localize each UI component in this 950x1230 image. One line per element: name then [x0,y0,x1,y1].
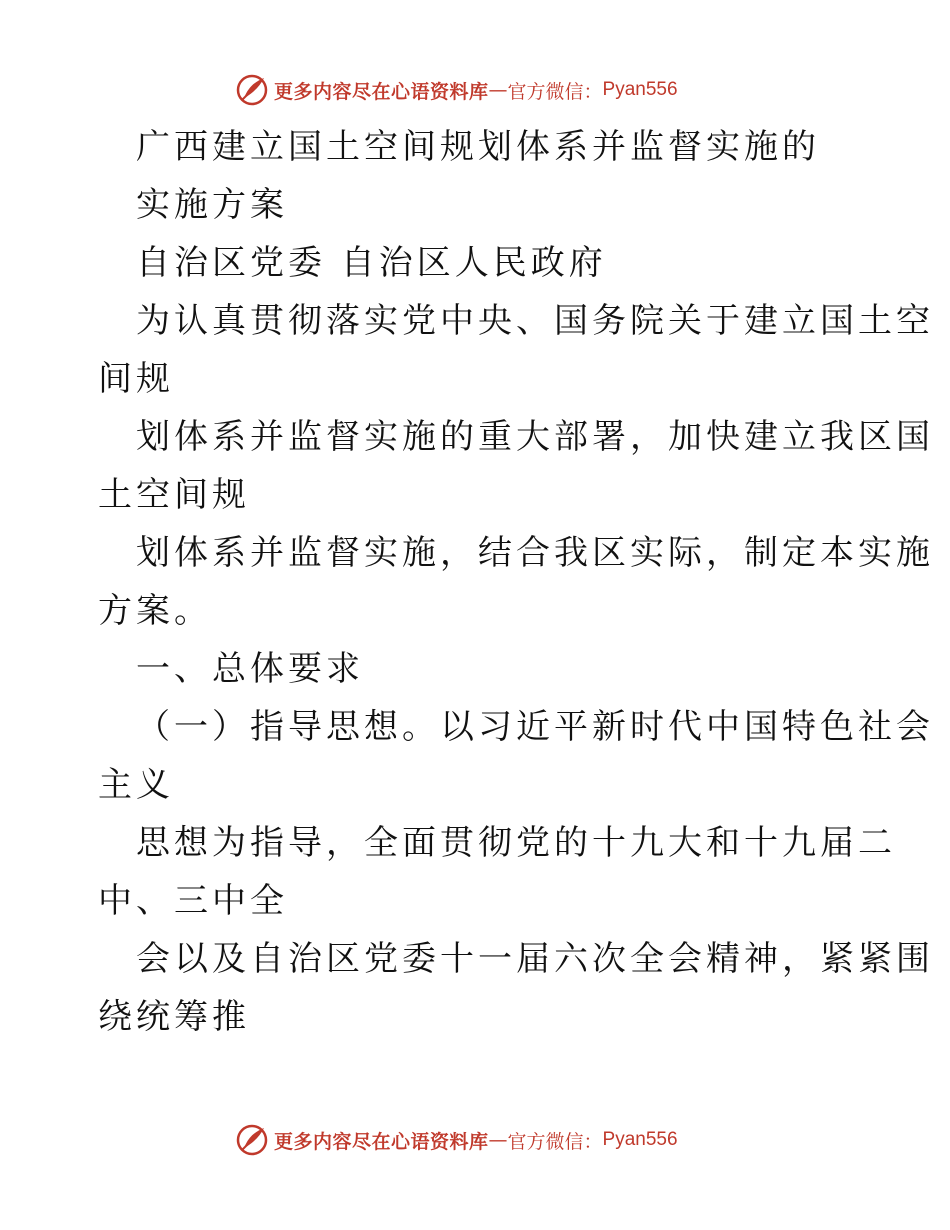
paragraph-line: 间规 [98,359,174,399]
watermark-contact-label: 官方微信： [507,80,603,103]
document-title-line-2: 实施方案 [136,185,288,225]
paragraph-line: 绕统筹推 [98,997,250,1037]
document-title-line-1: 广西建立国土空间规划体系并监督实施的 [136,127,820,167]
watermark-contact-id: Pyan556 [602,1129,678,1150]
paragraph-line: 中、三中全 [98,881,288,921]
paragraph-line: 为认真贯彻落实党中央、国务院关于建立国土空 [136,301,934,341]
paragraph-line: 主义 [98,765,174,805]
document-issuer: 自治区党委 自治区人民政府 [136,243,607,283]
watermark-brand: 更多内容尽在心语资料库 [274,80,489,103]
footer-watermark [234,1123,714,1157]
paragraph-line: （一）指导思想。以习近平新时代中国特色社会 [136,707,934,747]
watermark-contact-label: 官方微信： [507,1130,603,1153]
paragraph-line: 划体系并监督实施，结合我区实际，制定本实施 [136,533,934,573]
watermark-contact-id: Pyan556 [602,79,678,100]
paragraph-line: 会以及自治区党委十一届六次全会精神，紧紧围 [136,939,934,979]
paragraph-line: 方案。 [98,591,212,631]
paragraph-line: 划体系并监督实施的重大部署，加快建立我区国 [136,417,934,457]
watermark-brand: 更多内容尽在心语资料库 [274,1130,489,1153]
watermark-dash: — [488,79,508,101]
header-watermark [234,73,714,107]
feather-pen-logo-icon [234,1122,270,1158]
paragraph-line: 土空间规 [98,475,250,515]
paragraph-line: 思想为指导，全面贯彻党的十九大和十九届二 [136,823,896,863]
feather-pen-logo-icon [234,72,270,108]
section-heading: 一、总体要求 [136,649,364,689]
watermark-dash: — [488,1129,508,1151]
